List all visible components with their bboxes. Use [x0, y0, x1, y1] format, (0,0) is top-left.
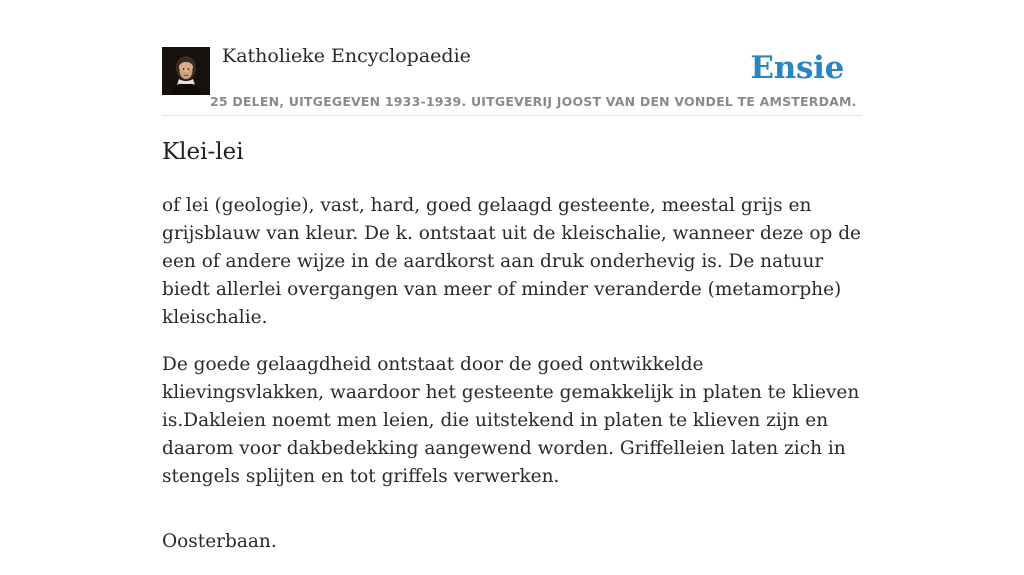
- publication-subtitle: 25 DELEN, UITGEGEVEN 1933-1939. UITGEVERIJ JOOST VAN DEN VONDEL TE AMSTERDAM.: [210, 94, 857, 109]
- article-paragraph: of lei (geologie), vast, hard, goed gelaagd gesteente, meestal grijs en grijsblauw van kleur. De k. ontstaat uit de kleischalie, wanneer deze op de een of andere wijze in de aardkorst aan druk onderhevig is. De natuur biedt allerlei overgangen van meer of minder veranderde (metamorphe) kleischalie.: [162, 195, 861, 328]
- article-paragraph: De goede gelaagdheid ontstaat door de goed ontwikkelde klievingsvlakken, waardoor het gesteente gemakkelijk in platen te klieven is.Dakleien noemt men leien, die uitstekend in platen te klieven zijn en daarom voor dakbedekking aangewend worden. Griffelleien laten zich in stengels splijten en tot griffels verwerken.: [162, 354, 860, 487]
- ensie-logo[interactable]: Ensie: [750, 50, 844, 86]
- publication-title[interactable]: Katholieke Encyclopaedie: [222, 45, 471, 67]
- article-author: Oosterbaan.: [162, 531, 277, 552]
- portrait-avatar-icon[interactable]: [162, 47, 210, 95]
- site-header: [162, 0, 862, 116]
- article-title: Klei-lei: [162, 139, 244, 165]
- article-body: [162, 192, 862, 575]
- page: [162, 0, 862, 552]
